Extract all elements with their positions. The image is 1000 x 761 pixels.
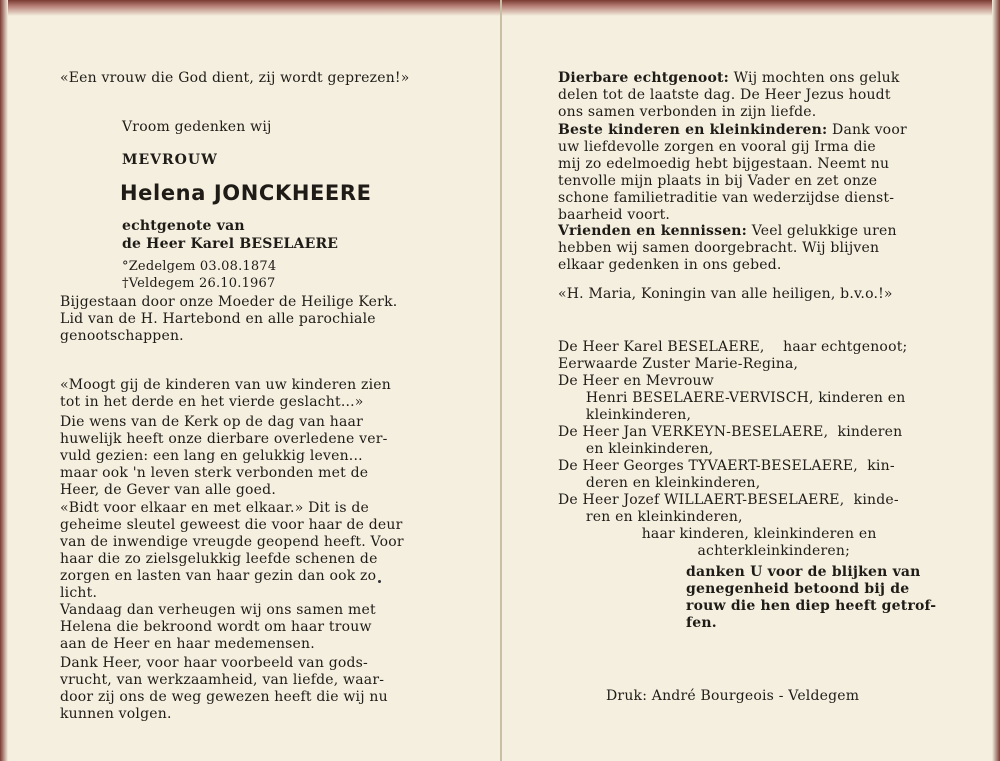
spouse-line-2: de Heer Karel BESELAERE [122,236,339,252]
paragraph-thanks: Dank Heer, voor haar voorbeeld van gods- vrucht, van werkzaamheid, van liefde, waar- door zij ons de weg gewezen heeft die wij nu kunnen volgen. [60,655,388,722]
family-line: haar kinderen, kleinkinderen en [558,526,877,542]
family-line: Eerwaarde Zuster Marie-Regina, [558,356,799,372]
church-membership: Bijgestaan door onze Moeder de Heilige Kerk. Lid van de H. Hartebond en alle parochiale genootschappen. [60,294,398,344]
card-right-edge [992,0,1000,761]
death-info: †Veldegem 26.10.1967 [122,276,276,291]
text-friends-first: Veel gelukkige uren [747,223,897,239]
intro-line: Vroom gedenken wij [122,119,272,135]
family-line: De Heer Jozef WILLAERT-BESELAERE, kinde- [558,492,899,508]
message-friends [558,223,943,274]
text-friends-rest: hebben wij samen doorgebracht. Wij blijven elkaar gedenken in ons gebed. [558,240,880,273]
closing-prayer: «H. Maria, Koningin van alle heiligen, b.v.o.!» [558,286,893,302]
heading-children: Beste kinderen en kleinkinderen: [558,122,828,138]
message-children [558,122,943,224]
text-children-rest: uw liefdevolle zorgen en vooral gij Irma die mij zo edelmoedig hebt bijgestaan. Neemt nu tenvolle mijn plaats in bij Vader en zet onze schone familietraditie van wederzijdse dienst- baarheid voort. [558,139,895,223]
birth-info: °Zedelgem 03.08.1874 [122,259,277,274]
text-spouse-rest: delen tot de laatste dag. De Heer Jezus houdt ons samen verbonden in zijn liefde. [558,87,891,120]
family-line: De Heer Georges TYVAERT-BESELAERE, kin- [558,458,895,474]
family-line: De Heer Jan VERKEYN-BESELAERE, kinderen [558,424,903,440]
family-line: De Heer Karel BESELAERE, haar echtgenoot; [558,339,908,355]
paragraph-prayer: «Bidt voor elkaar en met elkaar.» Dit is de geheime sleutel geweest die voor haar de deur van de inwendige vreugde geopend heeft. Voor haar die zo zielsgelukkig leefde schenen de zorgen en lasten van haar gezin dan ook zo licht. [60,500,404,601]
text-children-first: Dank voor [827,122,907,138]
paragraph-bible-quote: «Moogt gij de kinderen van uw kinderen zien tot in het derde en het vierde geslacht...» [60,377,391,410]
family-line: achterkleinkinderen; [558,543,850,559]
family-line: kleinkinderen, [558,407,692,423]
ink-speck [378,580,381,583]
paragraph-wish: Die wens van de Kerk op de dag van haar huwelijk heeft onze dierbare overledene ver- vuld gezien: een lang en gelukkig leven... maar ook 'n leven sterk verbonden met de Heer, de Gever van alle goed. [60,414,388,498]
thanks-message: danken U voor de blijken van genegenheid betoond bij de rouw die hen diep heeft getrof- fen. [686,564,937,631]
card-left-edge [0,0,8,761]
deceased-name: Helena JONCKHEERE [120,181,372,205]
card-fold [500,0,502,761]
spouse-line-1: echtgenote van [122,218,245,234]
family-line: De Heer en Mevrouw [558,373,714,389]
title-mevrouw: MEVROUW [122,152,218,168]
text-spouse-first: Wij mochten ons geluk [729,70,900,86]
family-line: deren en kleinkinderen, [558,475,761,491]
message-spouse [558,70,943,121]
printer-credit: Druk: André Bourgeois - Veldegem [606,688,860,704]
family-line: en kleinkinderen, [558,441,714,457]
family-line: ren en kleinkinderen, [558,509,743,525]
paragraph-rejoice: Vandaag dan verheugen wij ons samen met Helena die bekroond wordt om haar trouw aan de Heer en haar medemensen. [60,602,376,652]
opening-quote: «Een vrouw die God dient, zij wordt geprezen!» [60,70,410,86]
heading-friends: Vrienden en kennissen: [558,223,748,239]
family-line: Henri BESELAERE-VERVISCH, kinderen en [558,390,906,406]
heading-spouse: Dierbare echtgenoot: [558,70,730,86]
